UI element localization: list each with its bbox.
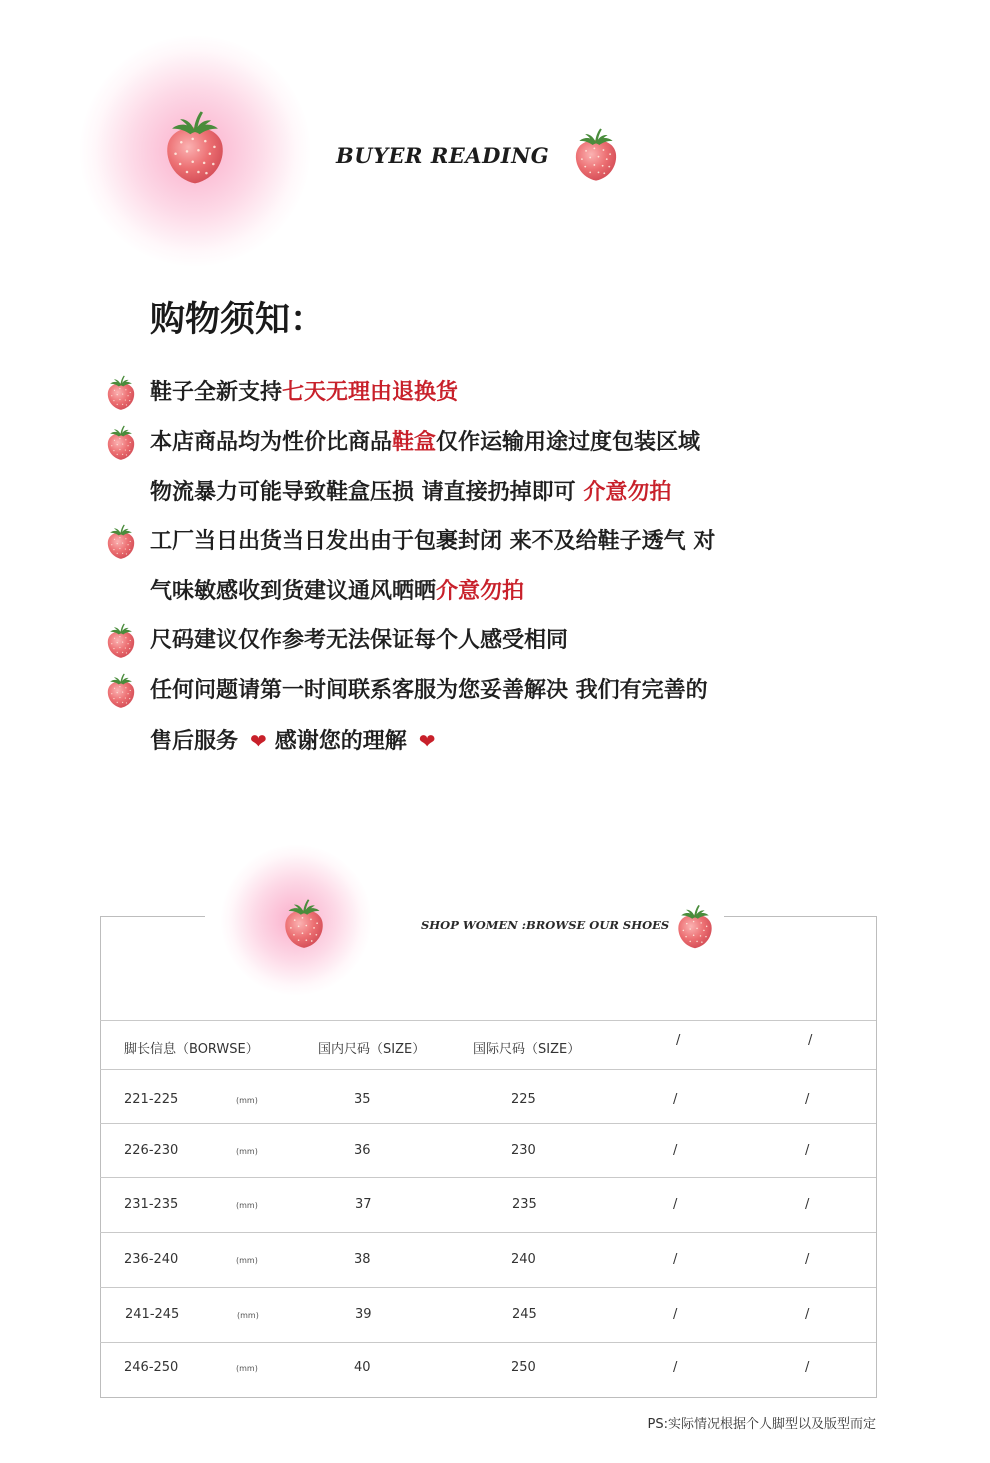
heart-icon: ❤ bbox=[418, 729, 436, 753]
table-divider bbox=[100, 1342, 876, 1343]
table-cell-intl: 225 bbox=[511, 1092, 536, 1107]
size-note: PS:实际情况根据个人脚型以及版型而定 bbox=[647, 1417, 876, 1432]
notice-line-2: 本店商品均为性价比商品鞋盒仅作运输用途过度包装区域 bbox=[150, 430, 701, 455]
table-cell-col4: / bbox=[673, 1092, 678, 1107]
browse-shoes-title: SHOP WOMEN :BROWSE OUR SHOES bbox=[421, 918, 670, 932]
table-cell-foot: 236-240 bbox=[124, 1252, 179, 1267]
size-table-frame bbox=[100, 916, 877, 1398]
table-cell-col4: / bbox=[673, 1252, 678, 1267]
table-cell-col4: / bbox=[673, 1360, 678, 1375]
table-cell-col5: / bbox=[805, 1360, 810, 1375]
heart-icon: ❤ bbox=[250, 729, 267, 753]
table-cell-intl: 240 bbox=[511, 1252, 536, 1267]
strawberry-icon bbox=[104, 523, 138, 561]
table-header-cn-size: 国内尺码（SIZE） bbox=[318, 1042, 426, 1057]
table-cell-unit: (mm) bbox=[237, 1311, 259, 1320]
table-header-col4: / bbox=[676, 1033, 681, 1048]
strawberry-icon bbox=[104, 622, 138, 660]
table-divider bbox=[100, 1020, 876, 1021]
table-cell-cn: 35 bbox=[354, 1092, 371, 1107]
table-cell-col4: / bbox=[673, 1307, 678, 1322]
strawberry-icon bbox=[674, 903, 716, 951]
table-cell-unit: (mm) bbox=[236, 1201, 258, 1210]
table-cell-cn: 40 bbox=[354, 1360, 371, 1375]
notice-line-4: 工厂当日出货当日发出由于包裹封闭 来不及给鞋子透气 对 bbox=[150, 529, 716, 554]
table-cell-unit: (mm) bbox=[236, 1096, 258, 1105]
table-cell-foot: 231-235 bbox=[124, 1197, 179, 1212]
table-cell-col5: / bbox=[805, 1092, 810, 1107]
table-cell-col4: / bbox=[673, 1197, 678, 1212]
table-cell-intl: 230 bbox=[511, 1143, 536, 1158]
table-header-foot-length: 脚长信息（BORWSE） bbox=[124, 1042, 259, 1057]
table-cell-intl: 250 bbox=[511, 1360, 536, 1375]
table-cell-col5: / bbox=[805, 1307, 810, 1322]
strawberry-icon bbox=[570, 126, 622, 184]
table-cell-intl: 245 bbox=[512, 1307, 537, 1322]
table-cell-col5: / bbox=[805, 1252, 810, 1267]
table-cell-foot: 221-225 bbox=[124, 1092, 179, 1107]
table-cell-cn: 37 bbox=[355, 1197, 372, 1212]
table-divider bbox=[100, 1177, 876, 1178]
table-divider bbox=[100, 1123, 876, 1124]
notice-line-3: 物流暴力可能导致鞋盒压损 请直接扔掉即可 介意勿拍 bbox=[150, 480, 672, 505]
notice-line-6: 尺码建议仅作参考无法保证每个人感受相同 bbox=[150, 628, 569, 653]
table-cell-cn: 39 bbox=[355, 1307, 372, 1322]
notice-line-7: 任何问题请第一时间联系客服为您妥善解决 我们有完善的 bbox=[150, 678, 708, 703]
table-cell-col5: / bbox=[805, 1143, 810, 1158]
table-header-col5: / bbox=[808, 1033, 813, 1048]
notice-line-8: 售后服务 ❤ 感谢您的理解 ❤ bbox=[150, 729, 436, 754]
table-divider bbox=[100, 1287, 876, 1288]
table-cell-foot: 241-245 bbox=[125, 1307, 180, 1322]
table-cell-unit: (mm) bbox=[236, 1147, 258, 1156]
strawberry-icon bbox=[280, 897, 328, 951]
notice-line-1: 鞋子全新支持七天无理由退换货 bbox=[150, 380, 459, 405]
strawberry-icon bbox=[159, 108, 231, 188]
notice-line-5: 气味敏感收到货建议通风晒晒介意勿拍 bbox=[150, 579, 525, 604]
table-cell-cn: 38 bbox=[354, 1252, 371, 1267]
table-cell-intl: 235 bbox=[512, 1197, 537, 1212]
table-cell-foot: 246-250 bbox=[124, 1360, 179, 1375]
table-cell-unit: (mm) bbox=[236, 1256, 258, 1265]
table-cell-col5: / bbox=[805, 1197, 810, 1212]
shopping-notice-heading: 购物须知： bbox=[150, 300, 326, 340]
table-header-intl-size: 国际尺码（SIZE） bbox=[473, 1042, 581, 1057]
table-cell-unit: (mm) bbox=[236, 1364, 258, 1373]
table-cell-foot: 226-230 bbox=[124, 1143, 179, 1158]
strawberry-icon bbox=[104, 374, 138, 412]
strawberry-icon bbox=[104, 672, 138, 710]
table-divider bbox=[100, 1069, 876, 1070]
table-cell-col4: / bbox=[673, 1143, 678, 1158]
table-divider bbox=[100, 1232, 876, 1233]
buyer-reading-title: BUYER READING bbox=[336, 143, 550, 168]
strawberry-icon bbox=[104, 424, 138, 462]
table-cell-cn: 36 bbox=[354, 1143, 371, 1158]
